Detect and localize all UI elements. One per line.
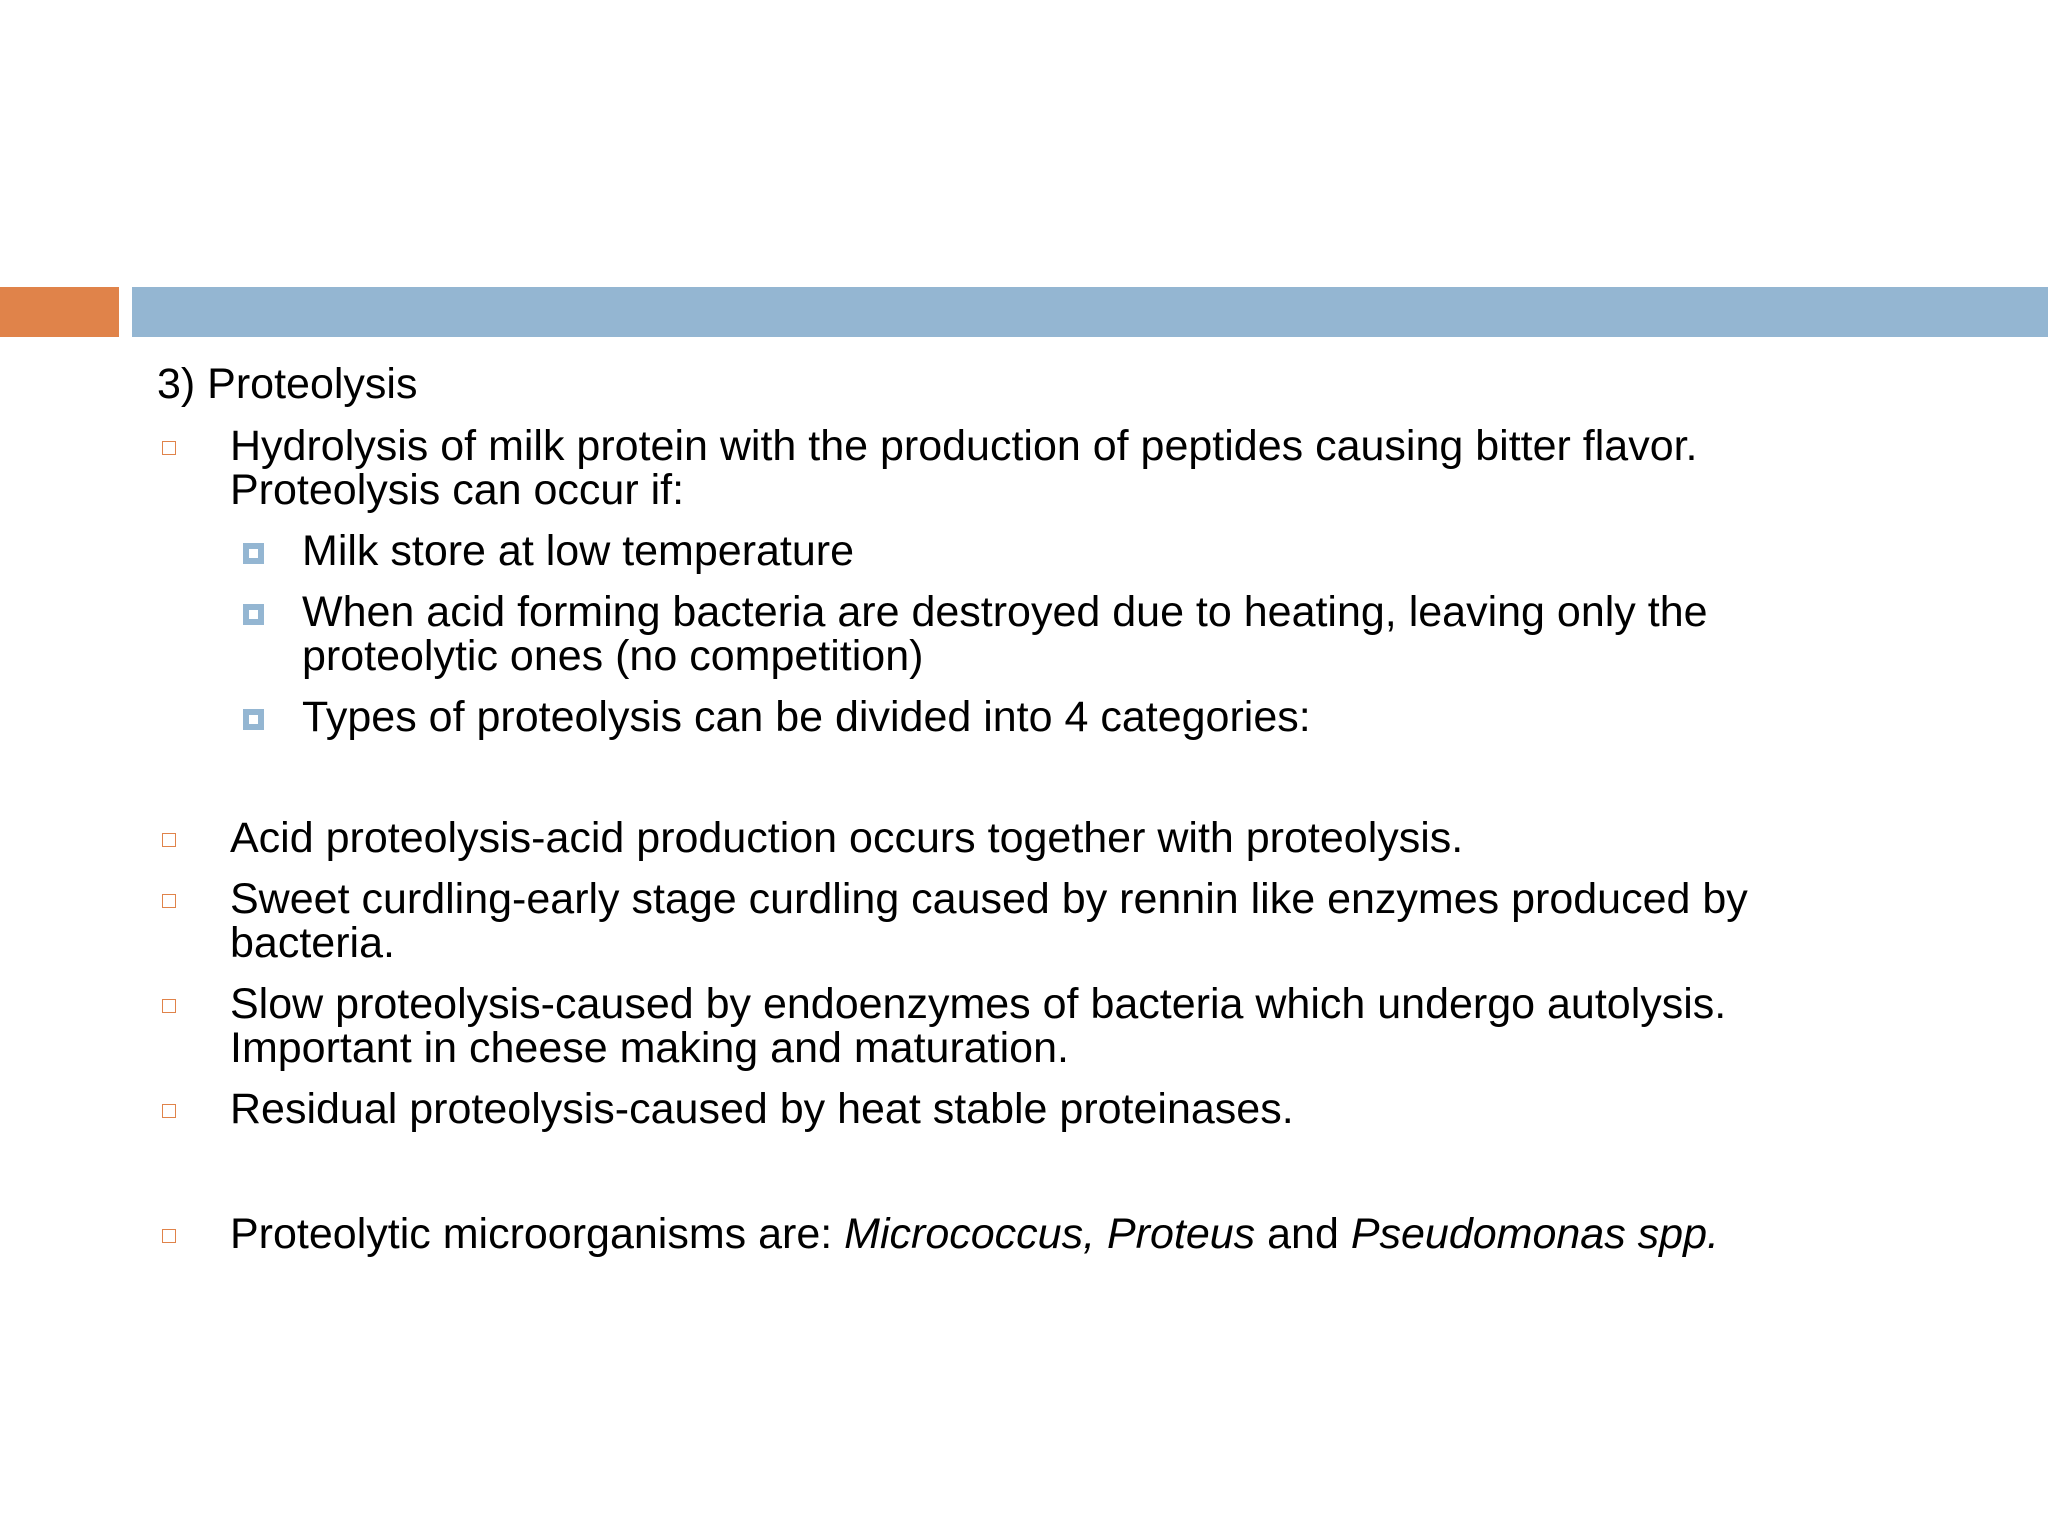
sub-bullet-text: Milk store at low temperature xyxy=(302,527,855,575)
sub-bullet-item xyxy=(157,590,1857,678)
sub-bullet-item xyxy=(157,695,1857,739)
bullet-item-category xyxy=(157,816,1857,860)
spacer xyxy=(157,756,1857,816)
sub-bullet-text: Types of proteolysis can be divided into 4 categories: xyxy=(302,693,1311,741)
slide-content xyxy=(157,360,1857,1273)
square-bullet-icon xyxy=(243,709,264,730)
square-bullet-icon xyxy=(162,1104,176,1118)
sub-bullet-text: When acid forming bacteria are destroyed due to heating, leaving only the proteolytic ones (no competition) xyxy=(302,588,1708,680)
sub-bullet-item xyxy=(157,529,1857,573)
square-bullet-icon xyxy=(243,543,264,564)
bullet-item-category xyxy=(157,877,1857,965)
square-bullet-icon xyxy=(243,604,264,625)
bullet-item-category xyxy=(157,982,1857,1070)
square-bullet-icon xyxy=(162,1229,176,1243)
slide-heading: 3) Proteolysis xyxy=(157,360,418,408)
microorganism-names: Pseudomonas spp. xyxy=(1350,1210,1719,1258)
accent-bar-blue xyxy=(132,287,2048,337)
microorganism-names: Micrococcus, Proteus xyxy=(844,1210,1256,1258)
microorganisms-prefix: Proteolytic microorganisms are: xyxy=(230,1210,845,1258)
bullet-item-microorganisms xyxy=(157,1212,1857,1256)
square-bullet-icon xyxy=(162,894,176,908)
bullet-text: Acid proteolysis-acid production occurs together with proteolysis. xyxy=(230,814,1464,862)
bullet-item-intro xyxy=(157,424,1857,512)
bullet-text: Sweet curdling-early stage curdling caused by rennin like enzymes produced by bacteria. xyxy=(230,875,1748,967)
spacer xyxy=(157,1148,1857,1212)
square-bullet-icon xyxy=(162,999,176,1013)
square-bullet-icon xyxy=(162,441,176,455)
square-bullet-icon xyxy=(162,833,176,847)
bullet-item-category xyxy=(157,1087,1857,1131)
bullet-text: Slow proteolysis-caused by endoenzymes of bacteria which undergo autolysis. Important in cheese making and maturation. xyxy=(230,980,1727,1072)
microorganisms-joiner: and xyxy=(1255,1210,1351,1258)
bullet-text: Hydrolysis of milk protein with the production of peptides causing bitter flavor. Proteolysis can occur if: xyxy=(230,422,1698,514)
accent-bar-orange xyxy=(0,287,119,337)
bullet-text: Residual proteolysis-caused by heat stable proteinases. xyxy=(230,1085,1294,1133)
